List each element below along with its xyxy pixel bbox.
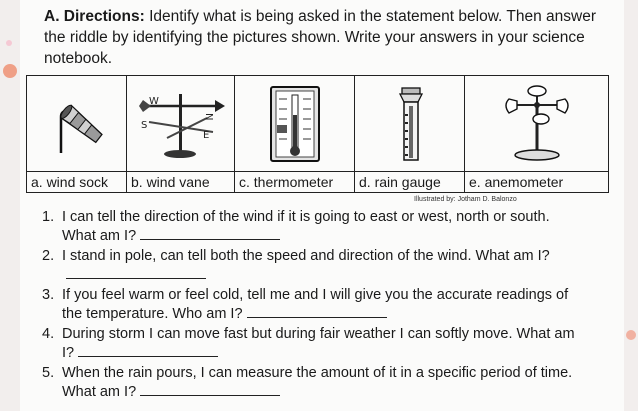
picture-label-rain-gauge: d. rain gauge <box>355 172 465 193</box>
vane-letter-e: E <box>202 129 209 141</box>
answer-blank[interactable] <box>140 226 280 240</box>
anemometer-icon <box>497 85 577 163</box>
riddle-number: 3. <box>42 287 55 303</box>
picture-label-wind-vane: b. wind vane <box>127 172 235 193</box>
riddle-text: If you feel warm or feel cold, tell me and I will give you the accurate readings of the temperature. Who am I? <box>62 287 569 322</box>
riddle-text: I can tell the direction of the wind if it is going to east or west, north or south. What am I? <box>62 209 550 244</box>
decor-dot <box>3 64 17 78</box>
riddle-list <box>22 208 582 403</box>
riddle-text: I stand in pole, can tell both the speed and direction of the wind. What am I? <box>62 248 550 264</box>
vane-letter-n: N <box>202 112 214 120</box>
picture-label-anemometer: e. anemometer <box>465 172 609 193</box>
vane-letter-s: S <box>140 119 147 131</box>
picture-cell-thermometer <box>235 76 355 172</box>
picture-label-thermometer: c. thermometer <box>235 172 355 193</box>
picture-cell-anemometer <box>465 76 609 172</box>
riddle-text: During storm I can move fast but during fair weather I can softly move. What am I? <box>62 326 575 361</box>
vane-letter-w: W <box>148 95 159 107</box>
answer-blank[interactable] <box>247 304 387 318</box>
illustration-credit: Illustrated by: Jotham D. Balonzo <box>414 196 517 203</box>
wind-vane-icon <box>135 88 227 160</box>
riddle-number: 4. <box>42 326 55 342</box>
directions <box>44 6 604 69</box>
worksheet <box>22 0 622 411</box>
picture-cell-wind-sock <box>27 76 127 172</box>
directions-text: Identify what is being asked in the statement below. Then answer the riddle by identifying the pictures shown. Write your answers in your science notebook. <box>44 8 596 67</box>
directions-heading: A. Directions: <box>44 8 145 25</box>
riddle-number: 1. <box>42 209 55 225</box>
answer-blank[interactable] <box>78 343 218 357</box>
decor-dot <box>626 330 636 340</box>
page-edge-left <box>0 0 20 411</box>
riddle-item <box>22 247 582 284</box>
riddle-item <box>22 364 582 401</box>
picture-cell-wind-vane <box>127 76 235 172</box>
answer-blank[interactable] <box>140 382 280 396</box>
picture-table <box>26 75 609 193</box>
riddle-text: When the rain pours, I can measure the amount of it in a specific period of time. What am I? <box>62 365 573 400</box>
decor-dot <box>6 40 12 46</box>
riddle-item <box>22 325 582 362</box>
picture-cell-rain-gauge <box>355 76 465 172</box>
riddle-item <box>22 208 582 245</box>
riddle-number: 5. <box>42 365 55 381</box>
page-edge-right <box>624 0 638 411</box>
answer-blank[interactable] <box>66 265 206 279</box>
riddle-number: 2. <box>42 248 55 264</box>
thermometer-icon <box>265 85 325 163</box>
picture-label-wind-sock: a. wind sock <box>27 172 127 193</box>
wind-sock-icon <box>37 89 117 159</box>
riddle-item <box>22 286 582 323</box>
rain-gauge-icon <box>385 84 435 164</box>
